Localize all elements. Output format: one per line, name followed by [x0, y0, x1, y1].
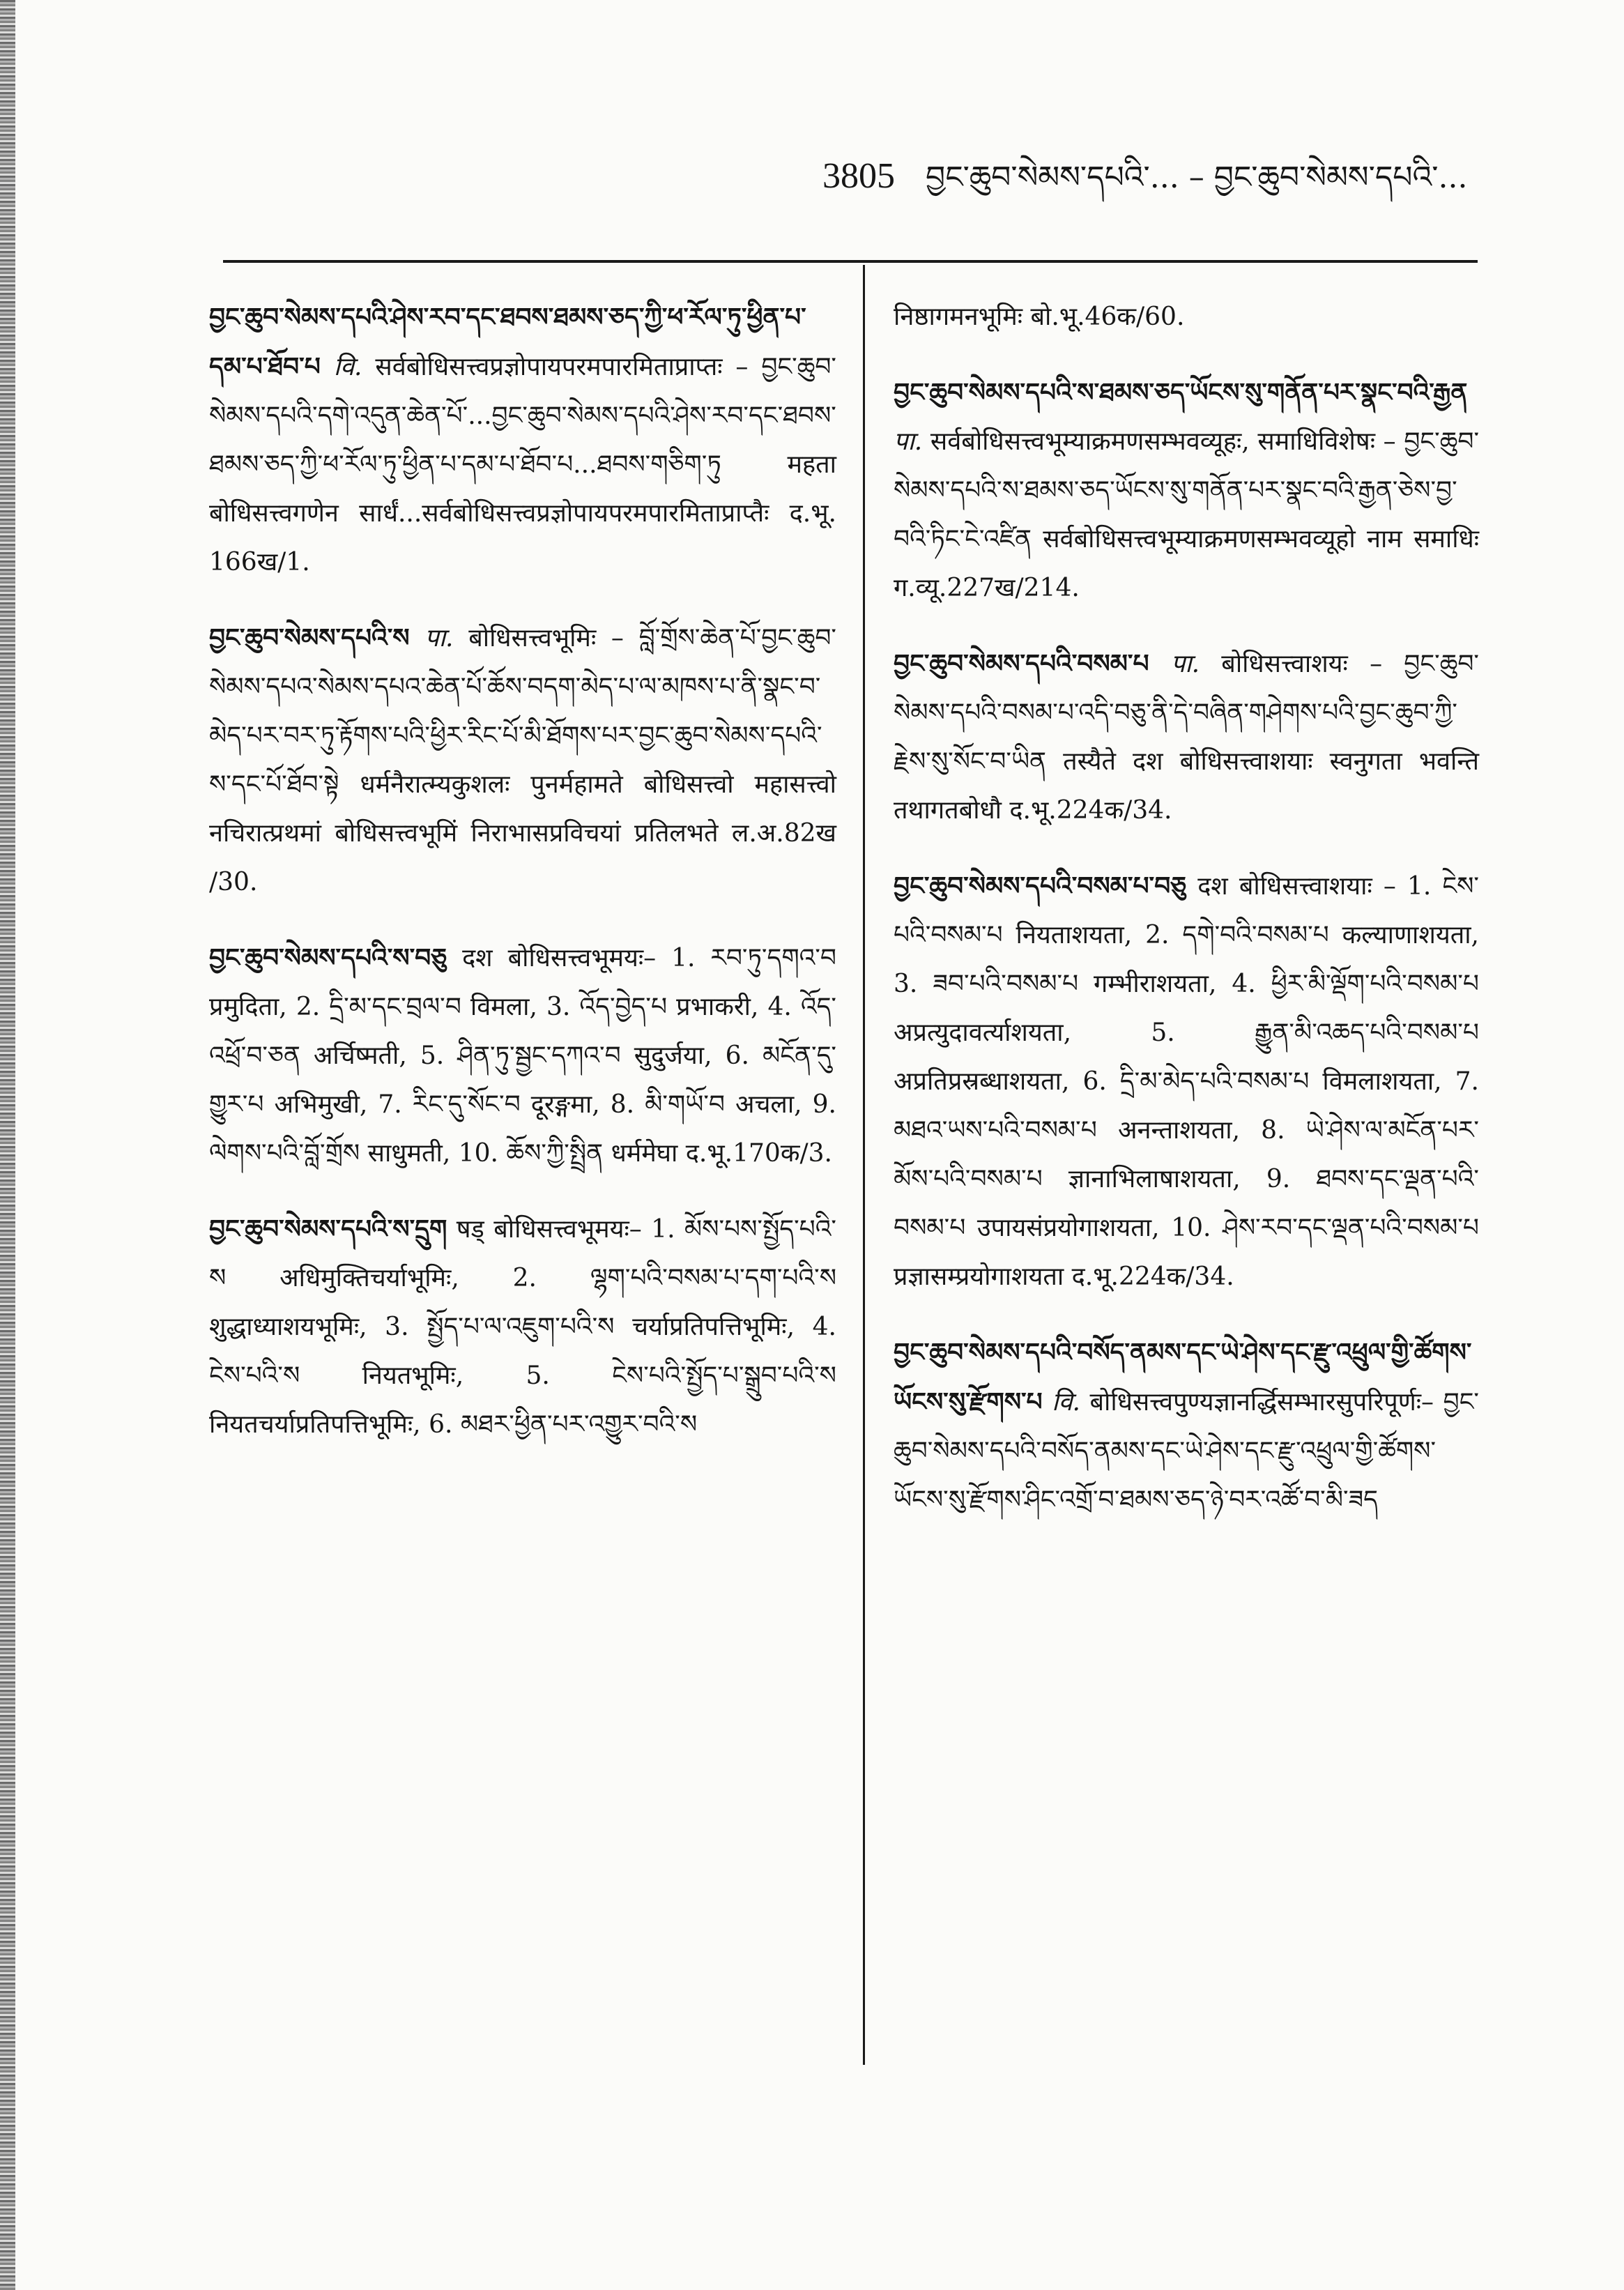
- entry-body: बोधिसत्त्वभूमिः – བློ་གྲོས་ཆེན་པོ་བྱང་ཆུབ་སེམས་དཔའ་སེམས་དཔའ་ཆེན་པོ་ཆོས་བདག་མེད་པ་ལ་མཁས་པ་ནི་སྣང་བ་མེད་པར་བར་ཏུ་རྟོགས་པའི་ཕྱིར་རིང་པོ་མི་ཐོགས་པར་བྱང་ཆུབ་སེམས་དཔའི་ས་དང་པོ་ཐོབ་སྟེ धर्मनैरात्म्यकुशलः पुनर्महामते बोधिसत्त्वो महासत्त्वो नचिरात्प्रथमां बोधिसत्त्वभूमिं निराभासप्रविचयां प्रतिलभते ल.अ.82ख /30.: [209, 624, 836, 896]
- page-number: 3805: [822, 156, 895, 196]
- entry-body: सर्वबोधिसत्त्वप्रज्ञोपायपरमपारमिताप्राप्तः – བྱང་ཆུབ་སེམས་དཔའི་དགེ་འདུན་ཆེན་པོ་...བྱང་ཆུབ་སེམས་དཔའི་ཤེས་རབ་དང་ཐབས་ཐམས་ཅད་ཀྱི་ཕ་རོལ་ཏུ་ཕྱིན་པ་དམ་པ་ཐོབ་པ...ཐབས་གཅིག་ཏུ महता बोधिसत्त्वगणेन सार्धं...सर्वबोधिसत्त्वप्रज्ञोपायपरमपारमिताप्राप्तैः द.भू. 166ख/1.: [209, 353, 836, 577]
- entry-body: निष्ठागमनभूमिः बो.भू.46क/60.: [894, 303, 1185, 331]
- entry-headword: བྱང་ཆུབ་སེམས་དཔའི་ཤེས་རབ་དང་ཐབས་ཐམས་ཅད་ཀྱི་ཕ་རོལ་ཏུ་ཕྱིན་པ་དམ་པ་ཐོབ་པ: [209, 303, 806, 381]
- dictionary-entry: [209, 933, 836, 1178]
- entry-body: सर्वबोधिसत्त्वभूम्याक्रमणसम्भवव्यूहः, समाधिविशेषः – བྱང་ཆུབ་སེམས་དཔའི་ས་ཐམས་ཅད་ཡོངས་སུ་གནོན་པར་སྣང་བའི་རྒྱན་ཅེས་བྱ་བའི་ཏིང་ངེ་འཛིན सर्वबोधिसत्त्वभूम्याक्रमणसम्भवव्यूहो नाम समाधिः ग.व्यू.227ख/214.: [894, 427, 1479, 602]
- entry-headword: བྱང་ཆུབ་སེམས་དཔའི་བསོད་ནམས་དང་ཡེ་ཤེས་དང་རྫུ་འཕྲུལ་གྱི་ཚོགས་ཡོངས་སུ་རྫོགས་པ: [894, 1338, 1472, 1417]
- entry-headword: བྱང་ཆུབ་སེམས་དཔའི་ས་བཅུ: [209, 943, 447, 972]
- entry-headword: བྱང་ཆུབ་སེམས་དཔའི་བསམ་པ་བཅུ: [894, 871, 1187, 901]
- entry-headword: བྱང་ཆུབ་སེམས་དཔའི་བསམ་པ: [894, 649, 1149, 678]
- dictionary-entry: [894, 1328, 1479, 1525]
- entry-grammar-tag: पा.: [424, 624, 454, 652]
- dictionary-entry: [894, 368, 1479, 613]
- entry-headword: བྱང་ཆུབ་སེམས་དཔའི་ས་ཐམས་ཅད་ཡོངས་སུ་གནོན་པར་སྣང་བའི་རྒྱན: [894, 378, 1468, 407]
- entry-body: दश बोधिसत्त्वाशयाः – 1. ངེས་པའི་བསམ་པ नियताशयता, 2. དགེ་བའི་བསམ་པ कल्याणाशयता, 3. ཟབ་པའི་བསམ་པ गम्भीराशयता, 4. ཕྱིར་མི་ལྡོག་པའི་བསམ་པ अप्रत्युदावर्त्याशयता, 5. རྒྱུན་མི་འཆད་པའི་བསམ་པ अप्रतिप्रस्रब्धाशयता, 6. དྲི་མ་མེད་པའི་བསམ་པ विमलाशयता, 7. མཐའ་ཡས་པའི་བསམ་པ अनन्ताशयता, 8. ཡེ་ཤེས་ལ་མངོན་པར་མོས་པའི་བསམ་པ ज्ञानाभिलाषाशयता, 9. ཐབས་དང་ལྡན་པའི་བསམ་པ उपायसंप्रयोगाशयता, 10. ཤེས་རབ་དང་ལྡན་པའི་བསམ་པ प्रज्ञासम्प्रयोगाशयता द.भू.224क/34.: [894, 872, 1479, 1291]
- entry-headword: བྱང་ཆུབ་སེམས་དཔའི་ས་དྲུག: [209, 1214, 447, 1244]
- entry-grammar-tag: पा.: [1170, 650, 1200, 678]
- left-column: [209, 293, 836, 1476]
- dictionary-entry-continuation: [894, 293, 1479, 342]
- header-rule: [223, 260, 1478, 263]
- running-head: བྱང་ཆུབ་སེམས་དཔའི་... – བྱང་ཆུབ་སེམས་དཔའི་...: [926, 160, 1468, 195]
- scan-binding-edge: [0, 0, 15, 2290]
- entry-body: बोधिसत्त्वाशयः – བྱང་ཆུབ་སེམས་དཔའི་བསམ་པ་འདི་བཅུ་ནི་དེ་བཞིན་གཤེགས་པའི་བྱང་ཆུབ་ཀྱི་རྗེས་སུ་སོང་བ་ཡིན तस्यैते दश बोधिसत्त्वाशयाः स्वनुगता भवन्ति तथागतबोधौ द.भू.224क/34.: [894, 650, 1479, 825]
- dictionary-entry: [209, 613, 836, 907]
- entry-headword: བྱང་ཆུབ་སེམས་དཔའི་ས: [209, 623, 410, 652]
- dictionary-entry: [209, 293, 836, 587]
- right-column: [894, 293, 1479, 1551]
- column-divider: [863, 265, 865, 2065]
- entry-body: बोधिसत्त्वपुण्यज्ञानर्द्धिसम्भारसुपरिपूर्णः– བྱང་ཆུབ་སེམས་དཔའི་བསོད་ནམས་དང་ཡེ་ཤེས་དང་རྫུ་འཕྲུལ་གྱི་ཚོགས་ཡོངས་སུ་རྫོགས་ཤིང་འགྲོ་བ་ཐམས་ཅད་ཉེ་བར་འཚོ་བ་མི་ཟད: [894, 1388, 1479, 1514]
- page-header: [822, 143, 1519, 199]
- entry-body: षड् बोधिसत्त्वभूमयः– 1. མོས་པས་སྤྱོད་པའི་ས अधिमुक्तिचर्याभूमिः, 2. ལྷག་པའི་བསམ་པ་དག་པའི་ས शुद्धाध्याशयभूमिः, 3. སྤྱོད་པ་ལ་འཇུག་པའི་ས चर्याप्रतिपत्तिभूमिः, 4. ངེས་པའི་ས नियतभूमिः, 5. ངེས་པའི་སྤྱོད་པ་སྒྲུབ་པའི་ས नियतचर्याप्रतिपत्तिभूमिः, 6. མཐར་ཕྱིན་པར་འགྱུར་བའི་ས: [209, 1215, 836, 1439]
- entry-grammar-tag: पा.: [894, 427, 923, 456]
- entry-body: दश बोधिसत्त्वभूमयः– 1. རབ་ཏུ་དགའ་བ प्रमुदिता, 2. དྲི་མ་དང་བྲལ་བ विमला, 3. འོད་བྱེད་པ प्रभाकरी, 4. འོད་འཕྲོ་བ་ཅན अर्चिष्मती, 5. ཤིན་ཏུ་སྦྱང་དཀའ་བ सुदुर्जया, 6. མངོན་དུ་གྱུར་པ अभिमुखी, 7. རིང་དུ་སོང་བ दूरङ्गमा, 8. མི་གཡོ་བ अचला, 9. ལེགས་པའི་བློ་གྲོས साधुमती, 10. ཆོས་ཀྱི་སྤྲིན धर्ममेघा द.भू.170क/3.: [209, 944, 836, 1168]
- entry-grammar-tag: वि.: [1052, 1388, 1080, 1417]
- dictionary-entry: [894, 639, 1479, 835]
- dictionary-entry: [894, 862, 1479, 1302]
- dictionary-entry: [209, 1205, 836, 1449]
- entry-grammar-tag: वि.: [333, 353, 362, 381]
